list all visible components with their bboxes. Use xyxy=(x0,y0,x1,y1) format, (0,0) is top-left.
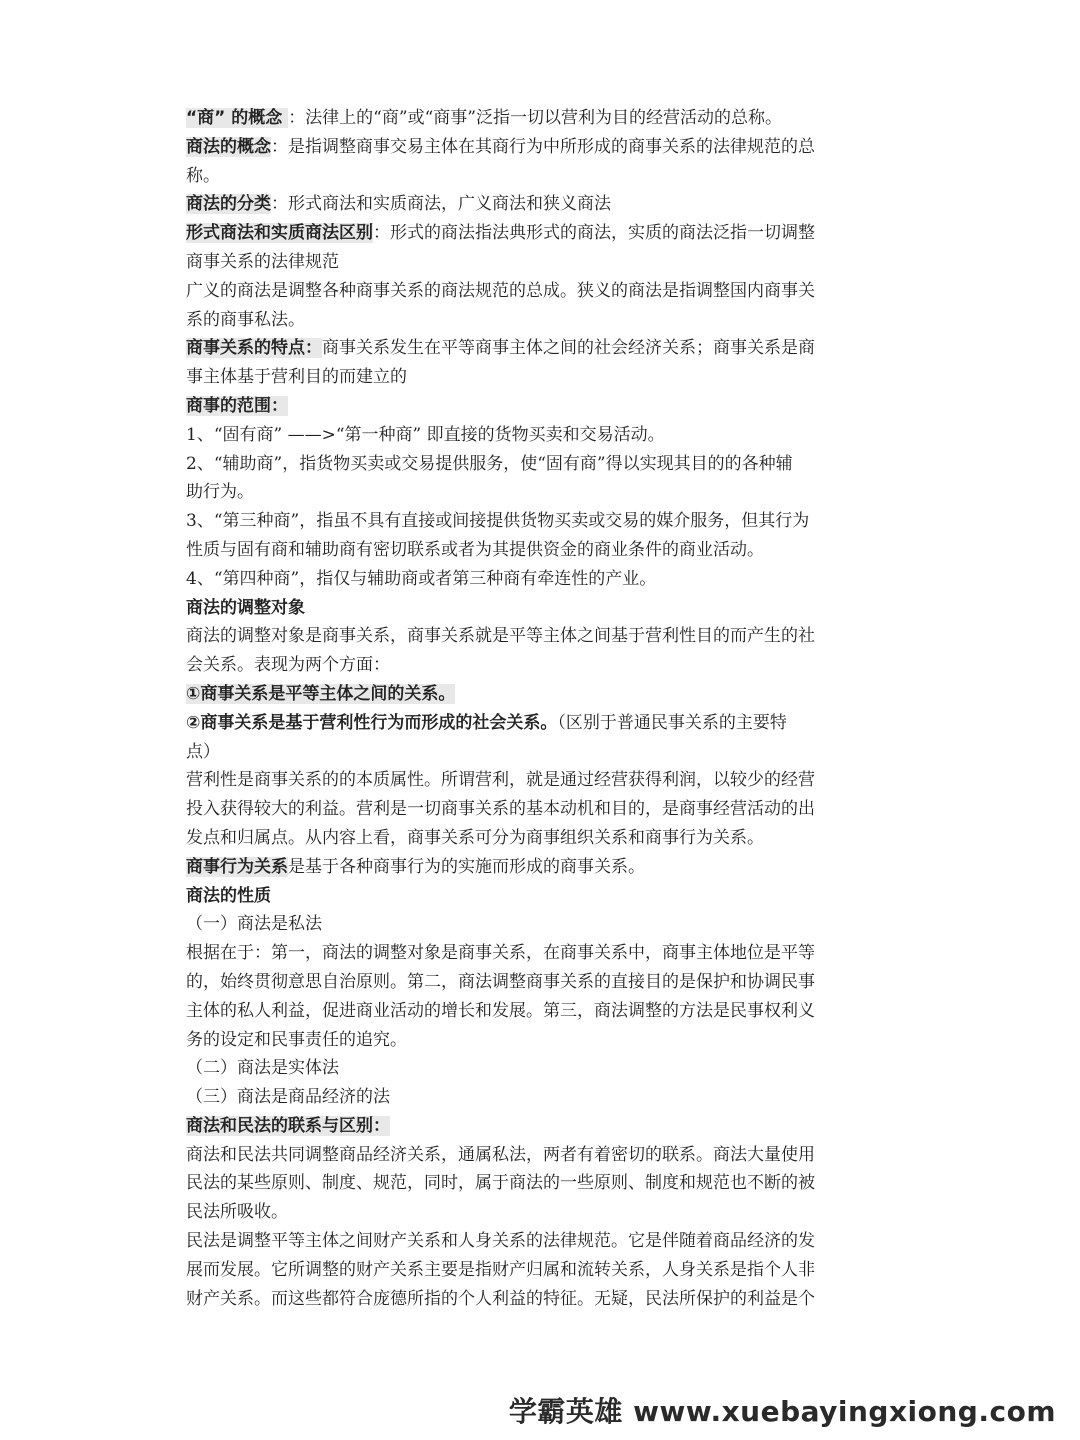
text-line xyxy=(186,997,902,1026)
text-line xyxy=(186,104,902,133)
body-text: 1、“固有商” ——>“第一种商” 即直接的货物买卖和交易活动。 xyxy=(186,424,665,445)
body-text: 会关系。表现为两个方面： xyxy=(186,655,390,676)
body-text: 商法和民法共同调整商品经济关系，通属私法，两者有着密切的联系。商法大量使用 xyxy=(186,1144,815,1165)
text-line xyxy=(186,882,902,911)
heading-term: 商法的性质 xyxy=(186,885,271,906)
text-line xyxy=(186,1083,902,1112)
text-line xyxy=(186,478,902,507)
text-line xyxy=(186,1285,902,1314)
body-text: 民法是调整平等主体之间财产关系和人身关系的法律规范。它是伴随着商品经济的发 xyxy=(186,1231,815,1252)
body-text: ：法律上的“商”或“商事”泛指一切以营利为目的经营活动的总称。 xyxy=(288,108,782,128)
body-text: 的，始终贯彻意思自治原则。第二，商法调整商事关系的直接目的是保护和协调民事 xyxy=(186,971,815,992)
text-line xyxy=(186,277,902,306)
body-text: 民法的某些原则、制度、规范，同时，属于商法的一些原则、制度和规范也不断的被 xyxy=(186,1173,815,1194)
body-text: 财产关系。而这些都符合庞德所指的个人利益的特征。无疑，民法所保护的利益是个 xyxy=(186,1288,815,1309)
heading-term: ①商事关系是平等主体之间的关系。 xyxy=(186,683,456,704)
heading-term: 商法的调整对象 xyxy=(186,597,305,618)
body-text: （区别于普通民事关系的主要特 xyxy=(557,712,787,733)
heading-term: 商事行为关系 xyxy=(186,856,288,877)
text-line xyxy=(186,1227,902,1256)
text-line xyxy=(186,1198,902,1227)
text-line xyxy=(186,162,902,191)
text-line xyxy=(186,334,902,363)
body-text: 投入获得较大的利益。营利是一切商事关系的基本动机和目的，是商事经营活动的出 xyxy=(186,799,815,820)
heading-term: ②商事关系是基于营利性行为而形成的社会关系。 xyxy=(186,712,558,733)
body-text: 4、“第四种商”，指仅与辅助商或者第三种商有牵连性的产业。 xyxy=(186,568,657,589)
body-text: 民法所吸收。 xyxy=(186,1202,288,1223)
text-line xyxy=(186,738,902,767)
text-line xyxy=(186,853,902,882)
text-line xyxy=(186,190,902,219)
text-line xyxy=(186,910,902,939)
text-line xyxy=(186,968,902,997)
text-line xyxy=(186,306,902,335)
body-text: 3、“第三种商”，指虽不具有直接或间接提供货物买卖或交易的媒介服务，但其行为 xyxy=(186,511,810,532)
heading-term: 形式商法和实质商法区别 xyxy=(186,223,373,244)
text-line xyxy=(186,565,902,594)
text-line xyxy=(186,248,902,277)
body-text: 商法的调整对象是商事关系，商事关系就是平等主体之间基于营利性目的而产生的社 xyxy=(186,626,815,647)
text-line xyxy=(186,680,902,709)
body-text: 点） xyxy=(186,741,220,762)
heading-term: 商法的分类 xyxy=(186,194,271,215)
body-text: 商事关系发生在平等商事主体之间的社会经济关系；商事关系是商 xyxy=(322,338,815,359)
heading-term: 商事关系的特点： xyxy=(186,338,322,359)
body-text: ：是指调整商事交易主体在其商行为中所形成的商事关系的法律规范的总 xyxy=(271,136,815,157)
text-line xyxy=(186,824,902,853)
text-line xyxy=(186,1256,902,1285)
text-line xyxy=(186,766,902,795)
body-text: 广义的商法是调整各种商事关系的商法规范的总成。狭义的商法是指调整国内商事关 xyxy=(186,280,815,301)
body-text: 主体的私人利益，促进商业活动的增长和发展。第三，商法调整的方法是民事权利义 xyxy=(186,1000,815,1021)
heading-term: 商法和民法的联系与区别： xyxy=(186,1115,390,1136)
body-text: 务的设定和民事责任的追究。 xyxy=(186,1029,407,1050)
body-text: 2、“辅助商”，指货物买卖或交易提供服务，使“固有商”得以实现其目的的各种辅 xyxy=(186,453,793,474)
body-text: 系的商事私法。 xyxy=(186,309,305,330)
body-text: 营利性是商事关系的的本质属性。所谓营利，就是通过经营获得利润，以较少的经营 xyxy=(186,770,815,791)
text-line xyxy=(186,536,902,565)
body-text: （一）商法是私法 xyxy=(186,914,322,935)
text-line xyxy=(186,507,902,536)
body-text: ：形式的商法指法典形式的商法，实质的商法泛指一切调整 xyxy=(373,223,815,244)
text-line xyxy=(186,709,902,738)
heading-term: 商法的概念 xyxy=(186,136,271,157)
text-line xyxy=(186,421,902,450)
text-line xyxy=(186,651,902,680)
text-line xyxy=(186,450,902,479)
text-line xyxy=(186,392,902,421)
body-text: 是基于各种商事行为的实施而形成的商事关系。 xyxy=(288,856,645,877)
body-text: 性质与固有商和辅助商有密切联系或者为其提供资金的商业条件的商业活动。 xyxy=(186,539,764,560)
text-line xyxy=(186,1054,902,1083)
text-line xyxy=(186,594,902,623)
text-line xyxy=(186,1141,902,1170)
text-line xyxy=(186,1026,902,1055)
body-text: （三）商法是商品经济的法 xyxy=(186,1087,390,1108)
text-line xyxy=(186,939,902,968)
text-line xyxy=(186,363,902,392)
body-text: 助行为。 xyxy=(186,482,254,503)
watermark: 学霸英雄 www.xuebayingxiong.com xyxy=(508,1395,1056,1428)
heading-term: “商” 的概念 xyxy=(186,108,289,128)
text-line xyxy=(186,133,902,162)
heading-term: 商事的范围： xyxy=(186,395,288,416)
document-body xyxy=(186,104,902,1313)
text-line xyxy=(186,219,902,248)
body-text: 展而发展。它所调整的财产关系主要是指财产归属和流转关系，人身关系是指个人非 xyxy=(186,1259,815,1280)
body-text: 事主体基于营利目的而建立的 xyxy=(186,367,407,388)
body-text: 根据在于：第一，商法的调整对象是商事关系，在商事关系中，商事主体地位是平等 xyxy=(186,943,815,964)
text-line xyxy=(186,1112,902,1141)
body-text: 称。 xyxy=(186,165,220,186)
body-text: （二）商法是实体法 xyxy=(186,1058,339,1079)
text-line xyxy=(186,1169,902,1198)
body-text: ：形式商法和实质商法，广义商法和狭义商法 xyxy=(271,194,611,215)
body-text: 商事关系的法律规范 xyxy=(186,251,339,272)
text-line xyxy=(186,795,902,824)
body-text: 发点和归属点。从内容上看，商事关系可分为商事组织关系和商事行为关系。 xyxy=(186,827,764,848)
text-line xyxy=(186,622,902,651)
